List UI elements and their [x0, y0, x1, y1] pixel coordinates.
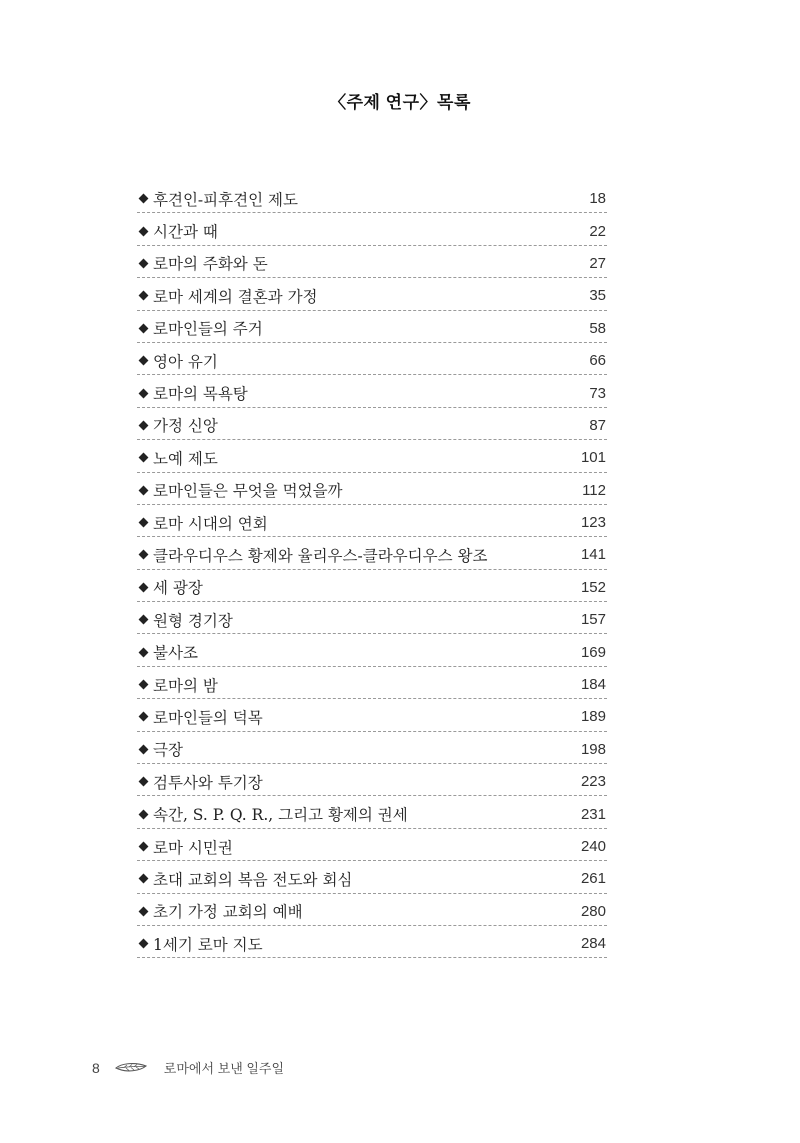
toc-entry-title: 로마의 밤 — [153, 676, 218, 695]
toc-row — [137, 667, 607, 699]
toc-entry-title: 로마 세계의 결혼과 가정 — [153, 287, 318, 306]
diamond-bullet-icon — [139, 518, 149, 528]
toc-entry-title: 속간, S. P. Q. R., 그리고 황제의 권세 — [153, 806, 408, 825]
toc-page-number: 112 — [582, 481, 606, 499]
leaf-ornament-icon — [114, 1062, 148, 1074]
toc-entry-title: 초대 교회의 복음 전도와 회심 — [153, 870, 353, 889]
toc-row — [137, 181, 607, 213]
toc-entry-title: 불사조 — [153, 644, 198, 663]
toc-entry — [137, 382, 248, 404]
page-title: 〈주제 연구〉목록 — [329, 93, 471, 112]
toc-entry-title: 영아 유기 — [153, 352, 218, 371]
toc-entry — [137, 414, 218, 436]
toc-page-number: 223 — [580, 773, 606, 791]
toc-page-number: 261 — [580, 870, 606, 888]
toc-entry-title: 로마의 목욕탕 — [153, 385, 248, 404]
diamond-bullet-icon — [139, 615, 149, 625]
toc-row — [137, 408, 607, 440]
book-title: 로마에서 보낸 일주일 — [163, 1061, 285, 1076]
diamond-bullet-icon — [139, 259, 149, 269]
toc-page-number: 35 — [589, 287, 606, 305]
toc-row — [137, 343, 607, 375]
toc-row — [137, 311, 607, 343]
diamond-bullet-icon — [139, 453, 149, 463]
toc-entry — [137, 738, 183, 760]
toc-page-number: 184 — [580, 676, 606, 694]
toc-entry-title: 가정 신앙 — [153, 417, 218, 436]
toc-row — [137, 375, 607, 407]
diamond-bullet-icon — [139, 388, 149, 398]
toc-page-number: 73 — [589, 384, 606, 402]
toc-page-number: 123 — [580, 514, 606, 532]
toc-entry-title: 시간과 때 — [153, 223, 218, 242]
toc-entry-title: 로마의 주화와 돈 — [153, 255, 268, 274]
diamond-bullet-icon — [139, 323, 149, 333]
toc-entry — [137, 479, 343, 501]
toc-row — [137, 894, 607, 926]
toc-entry-title: 로마인들의 주거 — [153, 320, 263, 339]
toc-entry — [137, 609, 233, 631]
toc-row — [137, 537, 607, 569]
diamond-bullet-icon — [139, 647, 149, 657]
toc-entry-title: 초기 가정 교회의 예배 — [153, 903, 303, 922]
toc-entry — [137, 317, 263, 339]
page-footer — [92, 1058, 284, 1077]
toc-page-number: 152 — [580, 578, 606, 596]
diamond-bullet-icon — [139, 291, 149, 301]
toc-entry — [137, 350, 218, 372]
diamond-bullet-icon — [139, 550, 149, 560]
toc-entry — [137, 544, 487, 566]
toc-entry-title: 후견인-피후견인 제도 — [153, 190, 298, 209]
toc-entry-title: 극장 — [153, 741, 183, 760]
toc-page-number: 87 — [589, 416, 606, 434]
diamond-bullet-icon — [139, 356, 149, 366]
toc-row — [137, 926, 607, 958]
diamond-bullet-icon — [139, 874, 149, 884]
toc-row — [137, 699, 607, 731]
toc-row — [137, 602, 607, 634]
toc-page-number: 22 — [589, 222, 606, 240]
toc-row — [137, 764, 607, 796]
toc-entry-title: 로마 시대의 연회 — [153, 514, 268, 533]
toc-entry — [137, 900, 303, 922]
toc-page-number: 157 — [580, 611, 606, 629]
toc-page-number: 284 — [580, 935, 606, 953]
toc-page-number: 198 — [580, 740, 606, 758]
toc-row — [137, 246, 607, 278]
toc-page-number: 101 — [580, 449, 606, 467]
toc-page-number: 240 — [580, 838, 606, 855]
toc-entry-title: 세 광장 — [153, 579, 203, 598]
toc-entry — [137, 188, 298, 210]
toc-entry — [137, 933, 263, 955]
diamond-bullet-icon — [139, 842, 149, 852]
toc-entry — [137, 512, 268, 534]
toc-entry-title: 검투사와 투기장 — [153, 773, 263, 792]
toc-page-number: 169 — [580, 643, 606, 661]
toc-entry — [137, 447, 218, 469]
diamond-bullet-icon — [139, 906, 149, 916]
toc-entry-title: 로마인들은 무엇을 먹었을까 — [153, 482, 343, 501]
diamond-bullet-icon — [139, 485, 149, 495]
toc-row — [137, 861, 607, 893]
toc-page-number: 66 — [589, 352, 606, 370]
toc-row — [137, 473, 607, 505]
toc-entry-title: 노예 제도 — [153, 449, 218, 468]
toc-entry — [137, 706, 263, 728]
toc-entry-title: 원형 경기장 — [153, 611, 233, 630]
toc-row — [137, 440, 607, 472]
diamond-bullet-icon — [139, 744, 149, 754]
toc-entry-title: 클라우디우스 황제와 율리우스-클라우디우스 왕조 — [153, 546, 488, 565]
table-of-contents — [137, 181, 607, 958]
toc-page-number: 231 — [580, 805, 606, 823]
toc-entry — [137, 674, 218, 696]
diamond-bullet-icon — [139, 809, 149, 819]
diamond-bullet-icon — [139, 777, 149, 787]
toc-row — [137, 570, 607, 602]
toc-entry — [137, 576, 203, 598]
toc-page-number: 280 — [580, 902, 606, 920]
toc-entry — [137, 868, 352, 890]
toc-entry — [137, 641, 198, 663]
toc-entry — [137, 803, 408, 825]
toc-entry-title: 로마 시민권 — [153, 838, 233, 857]
toc-entry — [137, 252, 268, 274]
diamond-bullet-icon — [139, 226, 149, 236]
toc-row — [137, 829, 607, 861]
toc-page-number: 189 — [580, 708, 606, 726]
toc-entry — [137, 285, 318, 307]
toc-entry-title: 1세기 로마 지도 — [153, 935, 263, 954]
toc-row — [137, 732, 607, 764]
diamond-bullet-icon — [139, 420, 149, 430]
toc-row — [137, 796, 607, 828]
diamond-bullet-icon — [139, 194, 149, 204]
toc-page-number: 27 — [589, 254, 606, 272]
toc-row — [137, 213, 607, 245]
diamond-bullet-icon — [139, 582, 149, 592]
toc-entry — [137, 771, 263, 793]
toc-row — [137, 634, 607, 666]
page-number: 8 — [92, 1059, 100, 1076]
toc-page-number: 141 — [580, 546, 606, 564]
toc-entry — [137, 220, 218, 242]
diamond-bullet-icon — [139, 712, 149, 722]
toc-entry-title: 로마인들의 덕목 — [153, 708, 263, 727]
toc-page-number: 58 — [589, 319, 606, 337]
diamond-bullet-icon — [139, 939, 149, 949]
diamond-bullet-icon — [139, 680, 149, 690]
toc-row — [137, 278, 607, 310]
toc-entry — [137, 836, 233, 858]
toc-row — [137, 505, 607, 537]
toc-page-number: 18 — [589, 190, 606, 208]
